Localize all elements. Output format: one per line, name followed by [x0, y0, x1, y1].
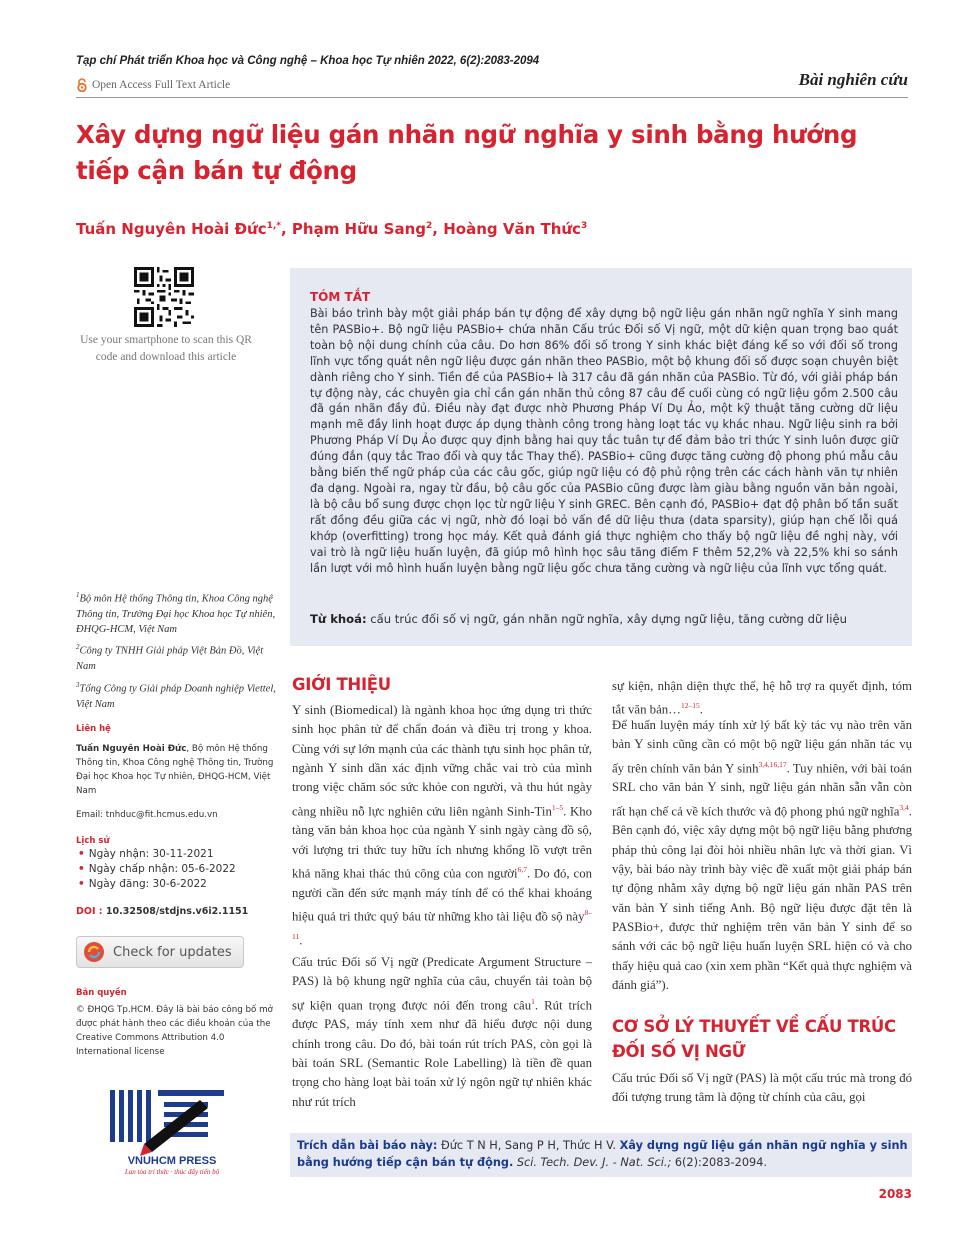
check-for-updates-label: Check for updates	[113, 944, 232, 960]
contact-email[interactable]: Email: tnhduc@fit.hcmus.edu.vn	[76, 810, 218, 820]
publisher-tagline: Lan tỏa tri thức · thúc đẩy tiến bộ	[124, 1168, 220, 1176]
check-updates-icon	[83, 941, 105, 963]
history-published-text: Ngày đăng: 30-6-2022	[88, 878, 207, 890]
citation-pages: 6(2):2083-2094.	[671, 1155, 768, 1169]
affiliation-3	[76, 678, 276, 712]
abstract-text: Bài báo trình bày một giải pháp bán tự động để xây dựng bộ ngữ liệu gán nhãn ngữ nghĩa Y sinh mang tên PASBio+. Bộ ngữ liệu PASBio+ chứa nhãn Cấu trúc Đối số Vị ngữ, một dữ kiện quan trọng bao quát toàn bộ nội dung chính của câu. Do hơn 86% đối số trong Y sinh khác biệt đáng kể so với đối số trong lĩnh vực tổng quát nên ngữ liệu được gán nhãn theo PASBio, một bộ khung đối số được soạn chuyên biệt dành riêng cho Y sinh. Tiền đề của PASBio+ là 317 câu đã gán nhãn của PASBio. Từ đó, với giải pháp bán tự động này, các chuyên gia chỉ cần gán nhãn thủ công 87 câu để cuối cùng có ngữ liệu gồm 2.500 câu đã gán nhãn đầy đủ. Điều này đạt được nhờ Phương Pháp Ví Dụ Ảo, một kỹ thuật tăng cường dữ liệu mạnh mẽ đầy linh hoạt được áp dụng thành công trong hàng loạt tác vụ khác nhau. Ngữ liệu sinh ra bởi Phương Pháp Ví Dụ Ảo được quy định bằng hai quy tắc tuân tự để đảm bảo tri thức Y sinh luôn được giữ đúng đắn (quy tắc Trao đổi và quy tắc Thay thế). PASBio+ cũng được tăng cường độ phong phú mẫu câu bằng biến thể ngữ pháp của các câu gốc, giúp ngữ liệu có độ phủ rộng trên các cách hành văn tự nhiên đa dạng. Ngoài ra, ngay từ đầu, bộ câu gốc của PASBio cũng được làm giàu bằng nguồn văn bản ngoài, là bộ câu bổ sung được chọn lọc từ ngữ liệu Y sinh GREC. Bên cạnh đó, PASBio+ đạt độ phân bố tần suất rất đồng đều giữa các vị ngữ, nhờ đó loại bỏ vấn đề dữ liệu thưa (data sparsity), giúp hạn chế lỗi quá khớp (overfitting) trong học máy. Kết quả đánh giá thực nghiệm cho thấy bộ ngữ liệu đề nghị này, với vai trò là ngữ liệu huấn luyện, đã giúp mô hình học sâu tăng điểm F thêm 52,2% và 22,5% khi so sánh lần lượt với mô hình huấn luyện bằng ngữ liệu gốc chưa tăng cường và ngữ liệu của lĩnh vực tổng quát.	[310, 307, 898, 575]
citation-ref[interactable]: 6,7	[517, 865, 527, 875]
intro-p1-part-b: . Kho tàng văn bản khoa học của ngành Y sinh ngày càng đồ sộ, với lượng tri thức tuy hữu ích nhưng khổng lồ vượt trên khả năng khai thác thủ công của con người	[292, 803, 592, 881]
author-1[interactable]: Tuấn Nguyên Hoài Đức	[76, 220, 267, 238]
pas-paragraph-1: Cấu trúc Đối số Vị ngữ (PAS) là một cấu trúc mà trong đó đối tượng trung tâm là động từ chính của câu, gọi	[612, 1071, 912, 1105]
citation-ref[interactable]: 1–5	[551, 802, 564, 812]
history-accepted: • Ngày chấp nhận: 05-6-2022	[78, 863, 236, 875]
contact-name: Tuấn Nguyên Hoài Đức	[76, 744, 187, 754]
citation-label: Trích dẫn bài báo này:	[297, 1139, 438, 1152]
intro-p2-part-a: Cấu trúc Đối số Vị ngữ (Predicate Argument Structure – PAS) là bộ khung ngữ nghĩa của câu, chuyển tải toàn bộ sự kiện quan trọng được nói đến trong câu	[292, 955, 592, 1012]
doi	[76, 906, 248, 917]
qr-code[interactable]	[134, 267, 194, 327]
keywords	[310, 612, 900, 626]
citation-journal: Sci. Tech. Dev. J. - Nat. Sci.;	[513, 1155, 672, 1169]
keywords-label: Từ khoá:	[310, 612, 367, 626]
intro-p1-part-c: . Do đó, con người cần đến sức mạnh máy tính để có thể khai khoáng hiệu quả tri thức quý báu từ những kho tài liệu đồ sộ này	[292, 866, 592, 924]
author-list	[76, 220, 587, 238]
doi-label: DOI :	[76, 906, 103, 917]
citation-ref[interactable]: 8–11	[292, 907, 592, 941]
article-type: Bài nghiên cứu	[798, 70, 908, 89]
citation-ref[interactable]: 12–15	[680, 701, 700, 711]
intro-p1-part-d: .	[299, 932, 303, 947]
history-received: • Ngày nhận: 30-11-2021	[78, 848, 214, 860]
header-divider	[76, 97, 908, 98]
contact-info	[76, 742, 281, 798]
article-title: Xây dựng ngữ liệu gán nhãn ngữ nghĩa y sinh bằng hướng tiếp cận bán tự động	[76, 120, 858, 185]
right-p1-part-b: .	[699, 702, 703, 717]
affiliation-1-number: 1	[76, 591, 80, 599]
history-accepted-text: Ngày chấp nhận: 05-6-2022	[88, 863, 236, 875]
doi-link[interactable]: 10.32508/stdjns.v6i2.1151	[105, 906, 249, 917]
affiliation-3-text: Tổng Công ty Giải pháp Doanh nghiệp Viettel, Việt Nam	[76, 683, 276, 710]
citation-ref[interactable]: 3,4	[899, 802, 909, 812]
citation-authors: Đức T N H, Sang P H, Thức H V.	[437, 1139, 620, 1152]
right-p1-part-a: sự kiện, nhận diện thực thể, hệ hỗ trợ ra quyết định, tóm tắt văn bản…	[612, 679, 912, 717]
journal-name: Tạp chí Phát triển Khoa học và Công nghệ – Khoa học Tự nhiên 2022, 6(2):2083-2094	[76, 55, 540, 67]
author-2[interactable]: , Phạm Hữu Sang	[280, 220, 427, 238]
contact-heading: Liên hệ	[76, 724, 111, 734]
author-1-affil: 1,*	[266, 221, 281, 231]
affiliation-2-text: Công ty TNHH Giải pháp Việt Bản Đồ, Việt Nam	[76, 645, 264, 672]
right-p2-part-a: Để huấn luyện máy tính xử lý bất kỳ tác vụ nào trên văn bản Y sinh cũng cần có một bộ ngữ liệu gán nhãn tác vụ ấy trên chính văn bản Y sinh	[612, 718, 912, 775]
right-p2-part-c: . Bên cạnh đó, việc xây dựng một bộ ngữ liệu bằng phương pháp thủ công lại đòi hỏi nhiều nhân lực và thời gian. Vì vậy, bài báo này trình bày việc đề xuất một giải pháp bán tự động nhằm xây dựng bộ ngữ liệu gán nhãn PAS trên văn bản Y sinh tiếng Anh. Bộ ngữ liệu được đặt tên là PASBio+, được thử nghiệm trên văn bản Y sinh để so sánh với các bộ ngữ liệu huấn luyện SRL hiện có và cho thấy hiệu quả cao (xin xem phần “Kết quả thực nghiệm và đánh giá”).	[612, 803, 912, 992]
intro-heading: GIỚI THIỆU	[292, 675, 391, 694]
author-2-affil: 2	[426, 221, 433, 231]
citation-text	[297, 1138, 909, 1171]
affiliation-2	[76, 640, 276, 674]
qr-caption: Use your smartphone to scan this QR code and download this article	[80, 334, 252, 363]
copyright-text: © ĐHQG Tp.HCM. Đây là bài báo công bố mở được phát hành theo các điều khoản của the Creative Commons Attribution 4.0 International license	[76, 1005, 273, 1057]
history-heading: Lịch sử	[76, 836, 110, 846]
right-paragraph-2	[612, 716, 912, 995]
intro-paragraph-1	[292, 701, 592, 950]
citation-ref[interactable]: 3,4,16,17	[758, 759, 787, 769]
citation-ref[interactable]: 1	[531, 996, 535, 1006]
history-published: • Ngày đăng: 30-6-2022	[78, 878, 207, 890]
intro-paragraph-2	[292, 953, 592, 1112]
open-access-label	[76, 78, 230, 92]
affiliation-1	[76, 588, 276, 637]
page-number: 2083	[878, 1187, 912, 1201]
pas-heading: CƠ SỞ LÝ THUYẾT VỀ CẤU TRÚC ĐỐI SỐ VỊ NGỮ	[612, 1017, 896, 1061]
author-3-affil: 3	[580, 221, 588, 231]
intro-p1-part-a: Y sinh (Biomedical) là ngành khoa học ứng dụng tri thức sinh học phân tử để chẩn đoán và điều trị trong y khoa. Cùng với sự lớn mạnh của các thành tựu sinh học phân tử, ngành Y sinh dần xác định vững chắc vai trò của mình trong việc chăm sóc sức khỏe con người, và thu hút ngày càng nhiều nỗ lực nghiên cứu liên ngành Sinh-Tin	[292, 703, 592, 818]
citation-title: Xây dựng ngữ liệu gán nhãn ngữ nghĩa y sinh bằng hướng tiếp cận bán tự động.	[297, 1139, 908, 1169]
open-access-icon	[76, 78, 88, 92]
affiliation-3-number: 3	[76, 681, 80, 689]
history-received-text: Ngày nhận: 30-11-2021	[88, 848, 214, 860]
keywords-text: cấu trúc đối số vị ngữ, gán nhãn ngữ nghĩa, xây dựng ngữ liệu, tăng cường dữ liệu	[366, 612, 847, 626]
open-access-text: Open Access Full Text Article	[92, 79, 231, 91]
publisher-name: VNUHCM PRESS	[127, 1155, 217, 1167]
abstract-heading: TÓM TẮT	[310, 290, 371, 304]
affiliation-2-number: 2	[76, 643, 80, 651]
intro-p2-part-b: . Rút trích được PAS, máy tính xem như đã hiểu được nội dung chính trong câu. Do đó, bài toán rút trích PAS, còn gọi là bài toán SRL (Semantic Role Labelling) là tiền đề quan trọng cho hàng loạt bài toán xử lý ngôn ngữ tự nhiên khác như rút trích	[292, 997, 592, 1109]
check-for-updates-button[interactable]	[76, 936, 244, 968]
copyright-heading: Bản quyền	[76, 988, 127, 998]
right-p2-part-b: . Tuy nhiên, với bài toán SRL cho văn bản Y sinh, ngữ liệu gán nhãn sẵn vẫn còn rất hạn chế cả về kích thước và độ phong phú ngữ nghĩa	[612, 760, 912, 818]
right-paragraph-1	[612, 677, 912, 720]
contact-affiliation: , Bộ môn Hệ thống Thông tin, Khoa Công nghệ Thông tin, Trường Đại học Khoa học Tự nhiên, ĐHQG-HCM, Việt Nam	[76, 744, 274, 796]
affiliation-1-text: Bộ môn Hệ thống Thông tin, Khoa Công nghệ Thông tin, Trường Đại học Khoa học Tự nhiên, ĐHQG-HCM, Việt Nam	[76, 593, 276, 635]
author-3[interactable]: , Hoàng Văn Thức	[432, 220, 581, 238]
